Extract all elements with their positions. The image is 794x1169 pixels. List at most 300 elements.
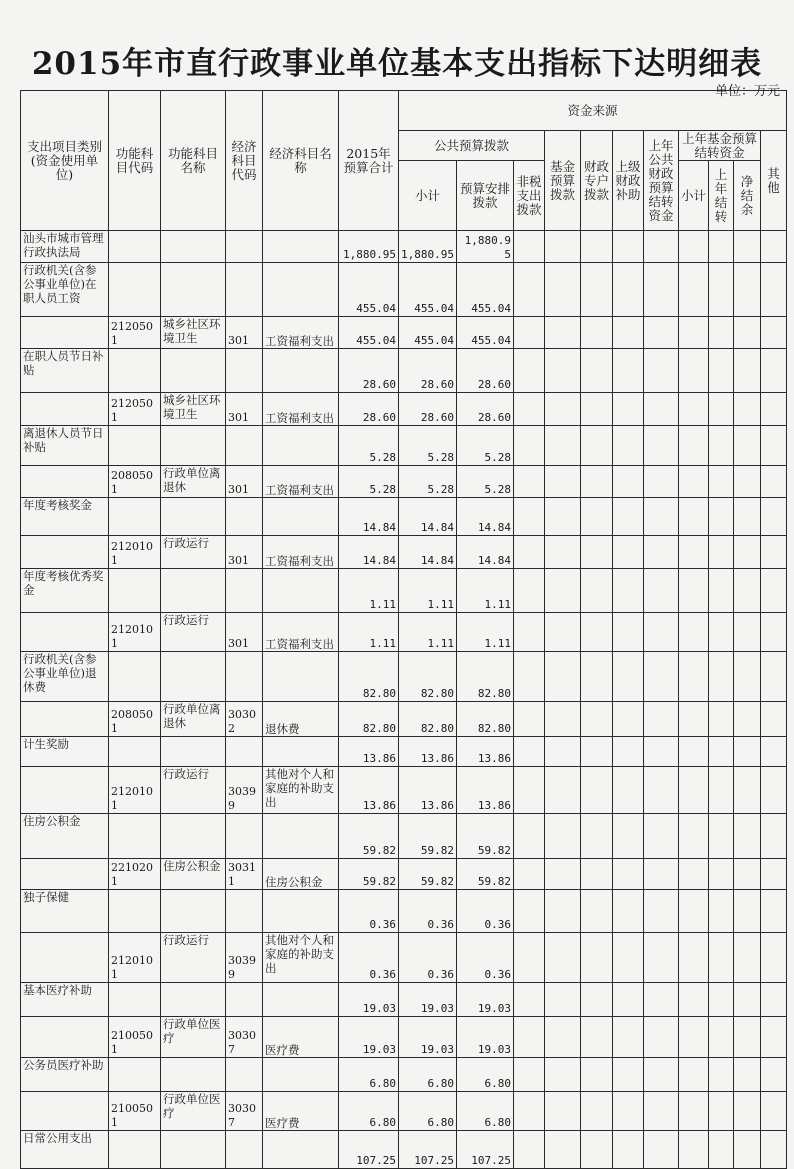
- row-empty-cell: [613, 702, 644, 737]
- row-empty-cell: [545, 702, 581, 737]
- row-empty-cell: [613, 536, 644, 569]
- row-empty-cell: [644, 231, 679, 263]
- row-budget-alloc: 19.03: [457, 1017, 514, 1058]
- row-empty-cell: [709, 767, 734, 814]
- row-empty-cell: [679, 737, 709, 767]
- row-empty-cell: [679, 702, 709, 737]
- row-empty-cell: [514, 536, 545, 569]
- table-row: [21, 426, 787, 466]
- row-empty-cell: [679, 983, 709, 1017]
- row-empty-cell: [709, 317, 734, 349]
- header-subtotal: 小计: [399, 161, 457, 231]
- row-empty-cell: [514, 1017, 545, 1058]
- row-empty-cell: [644, 1017, 679, 1058]
- row-empty-cell: [581, 349, 613, 393]
- row-empty-cell: [679, 1017, 709, 1058]
- row-func-name: [161, 890, 226, 933]
- row-func-code: [109, 498, 161, 536]
- row-category: [21, 393, 109, 426]
- row-empty-cell: [644, 393, 679, 426]
- row-empty-cell: [734, 814, 761, 859]
- row-empty-cell: [545, 349, 581, 393]
- row-budget-total: 1,880.95: [339, 231, 399, 263]
- row-budget-total: 455.04: [339, 263, 399, 317]
- row-budget-total: 1.11: [339, 569, 399, 613]
- row-empty-cell: [644, 317, 679, 349]
- table-row: [21, 737, 787, 767]
- row-econ-code: [226, 737, 263, 767]
- row-empty-cell: [709, 426, 734, 466]
- row-empty-cell: [709, 652, 734, 702]
- row-func-code: [109, 426, 161, 466]
- row-empty-cell: [581, 890, 613, 933]
- row-budget-alloc: 19.03: [457, 983, 514, 1017]
- row-econ-name: [263, 498, 339, 536]
- row-empty-cell: [545, 983, 581, 1017]
- row-empty-cell: [514, 890, 545, 933]
- row-econ-name: [263, 737, 339, 767]
- row-empty-cell: [679, 569, 709, 613]
- row-empty-cell: [514, 466, 545, 498]
- row-empty-cell: [644, 349, 679, 393]
- row-empty-cell: [613, 1131, 644, 1169]
- row-econ-name: [263, 263, 339, 317]
- row-subtotal: 455.04: [399, 317, 457, 349]
- row-empty-cell: [514, 702, 545, 737]
- row-budget-total: 13.86: [339, 737, 399, 767]
- row-budget-total: 19.03: [339, 1017, 399, 1058]
- row-empty-cell: [761, 393, 787, 426]
- row-subtotal: 1.11: [399, 613, 457, 652]
- row-func-code: [109, 814, 161, 859]
- row-empty-cell: [545, 466, 581, 498]
- row-func-code: 2120101: [109, 933, 161, 983]
- table-row: [21, 1058, 787, 1092]
- row-empty-cell: [761, 933, 787, 983]
- row-empty-cell: [679, 1131, 709, 1169]
- row-budget-total: 455.04: [339, 317, 399, 349]
- row-budget-alloc: 1,880.95: [457, 231, 514, 263]
- table-row: [21, 349, 787, 393]
- row-func-name: 行政单位离退休: [161, 466, 226, 498]
- row-budget-total: 28.60: [339, 393, 399, 426]
- row-subtotal: 82.80: [399, 702, 457, 737]
- row-empty-cell: [734, 1092, 761, 1131]
- row-empty-cell: [644, 426, 679, 466]
- row-budget-alloc: 28.60: [457, 393, 514, 426]
- row-empty-cell: [545, 737, 581, 767]
- row-budget-alloc: 82.80: [457, 652, 514, 702]
- row-econ-name: 其他对个人和家庭的补助支出: [263, 767, 339, 814]
- row-budget-alloc: 59.82: [457, 814, 514, 859]
- row-empty-cell: [545, 569, 581, 613]
- row-econ-name: 医疗费: [263, 1092, 339, 1131]
- row-econ-code: 301: [226, 466, 263, 498]
- row-category: 基本医疗补助: [21, 983, 109, 1017]
- row-empty-cell: [581, 231, 613, 263]
- row-subtotal: 13.86: [399, 737, 457, 767]
- header-func-code: 功能科目代码: [109, 91, 161, 231]
- row-category: [21, 702, 109, 737]
- row-func-code: 2120501: [109, 317, 161, 349]
- row-subtotal: 6.80: [399, 1092, 457, 1131]
- row-empty-cell: [734, 859, 761, 890]
- row-empty-cell: [734, 231, 761, 263]
- row-empty-cell: [545, 859, 581, 890]
- row-empty-cell: [545, 1092, 581, 1131]
- row-empty-cell: [761, 263, 787, 317]
- row-empty-cell: [644, 652, 679, 702]
- row-econ-name: [263, 569, 339, 613]
- row-empty-cell: [761, 498, 787, 536]
- row-func-name: 行政运行: [161, 536, 226, 569]
- row-empty-cell: [709, 466, 734, 498]
- table-row: [21, 1017, 787, 1058]
- row-empty-cell: [644, 1058, 679, 1092]
- row-empty-cell: [581, 426, 613, 466]
- header-special: 财政专户拨款: [581, 131, 613, 231]
- table-row: [21, 767, 787, 814]
- row-empty-cell: [734, 737, 761, 767]
- row-subtotal: 0.36: [399, 933, 457, 983]
- row-func-code: 2100501: [109, 1017, 161, 1058]
- row-empty-cell: [679, 652, 709, 702]
- row-empty-cell: [545, 767, 581, 814]
- row-empty-cell: [761, 349, 787, 393]
- row-empty-cell: [761, 983, 787, 1017]
- row-empty-cell: [613, 859, 644, 890]
- row-empty-cell: [734, 393, 761, 426]
- row-empty-cell: [709, 1058, 734, 1092]
- row-empty-cell: [679, 1092, 709, 1131]
- header-econ-name: 经济科目名称: [263, 91, 339, 231]
- row-subtotal: 5.28: [399, 466, 457, 498]
- row-empty-cell: [545, 393, 581, 426]
- row-func-code: 2210201: [109, 859, 161, 890]
- row-budget-alloc: 0.36: [457, 933, 514, 983]
- row-subtotal: 0.36: [399, 890, 457, 933]
- row-empty-cell: [761, 859, 787, 890]
- row-budget-total: 28.60: [339, 349, 399, 393]
- row-func-code: [109, 983, 161, 1017]
- table-row: [21, 814, 787, 859]
- row-empty-cell: [613, 613, 644, 652]
- row-empty-cell: [734, 536, 761, 569]
- row-empty-cell: [709, 231, 734, 263]
- row-empty-cell: [613, 317, 644, 349]
- row-econ-code: [226, 1058, 263, 1092]
- row-econ-code: [226, 890, 263, 933]
- row-empty-cell: [545, 231, 581, 263]
- row-budget-total: 14.84: [339, 536, 399, 569]
- row-subtotal: 59.82: [399, 814, 457, 859]
- row-empty-cell: [514, 767, 545, 814]
- row-budget-alloc: 5.28: [457, 426, 514, 466]
- row-budget-total: 82.80: [339, 702, 399, 737]
- row-econ-name: [263, 349, 339, 393]
- row-empty-cell: [581, 569, 613, 613]
- row-category: 年度考核优秀奖金: [21, 569, 109, 613]
- row-empty-cell: [545, 1131, 581, 1169]
- row-empty-cell: [581, 498, 613, 536]
- row-empty-cell: [709, 814, 734, 859]
- row-empty-cell: [679, 1058, 709, 1092]
- row-econ-code: [226, 426, 263, 466]
- header-cf-subtotal: 小计: [679, 161, 709, 231]
- row-econ-code: 301: [226, 393, 263, 426]
- row-category: [21, 1017, 109, 1058]
- row-empty-cell: [679, 890, 709, 933]
- row-empty-cell: [679, 426, 709, 466]
- row-empty-cell: [581, 317, 613, 349]
- row-budget-alloc: 82.80: [457, 702, 514, 737]
- unit-label: 单位：万元: [714, 84, 780, 99]
- row-func-code: [109, 231, 161, 263]
- row-empty-cell: [545, 814, 581, 859]
- row-econ-code: [226, 498, 263, 536]
- row-empty-cell: [644, 498, 679, 536]
- row-func-code: 2100501: [109, 1092, 161, 1131]
- row-category: [21, 466, 109, 498]
- row-empty-cell: [514, 263, 545, 317]
- header-func-name: 功能科目名称: [161, 91, 226, 231]
- row-budget-alloc: 455.04: [457, 263, 514, 317]
- table-row: [21, 1131, 787, 1169]
- row-empty-cell: [613, 426, 644, 466]
- row-category: 离退休人员节日补贴: [21, 426, 109, 466]
- row-budget-alloc: 5.28: [457, 466, 514, 498]
- row-empty-cell: [514, 498, 545, 536]
- row-budget-alloc: 14.84: [457, 498, 514, 536]
- row-func-name: [161, 569, 226, 613]
- row-empty-cell: [613, 393, 644, 426]
- row-empty-cell: [644, 933, 679, 983]
- table-row: [21, 859, 787, 890]
- row-func-name: 行政运行: [161, 933, 226, 983]
- row-subtotal: 6.80: [399, 1058, 457, 1092]
- row-empty-cell: [761, 1092, 787, 1131]
- row-empty-cell: [679, 814, 709, 859]
- table-row: [21, 702, 787, 737]
- row-empty-cell: [581, 652, 613, 702]
- row-econ-name: 工资福利支出: [263, 317, 339, 349]
- row-func-code: 2120101: [109, 536, 161, 569]
- header-econ-code: 经济科目代码: [226, 91, 263, 231]
- row-econ-name: 其他对个人和家庭的补助支出: [263, 933, 339, 983]
- row-empty-cell: [734, 983, 761, 1017]
- header-carryover-public: 上年公共财政预算结转资金: [644, 131, 679, 231]
- row-subtotal: 455.04: [399, 263, 457, 317]
- row-empty-cell: [709, 613, 734, 652]
- row-empty-cell: [709, 1131, 734, 1169]
- header-carryover-fund: 上年基金预算结转资金: [679, 131, 761, 161]
- row-category: 行政机关(含参公事业单位)退休费: [21, 652, 109, 702]
- row-subtotal: 107.25: [399, 1131, 457, 1169]
- row-econ-name: [263, 890, 339, 933]
- row-empty-cell: [514, 933, 545, 983]
- row-empty-cell: [709, 498, 734, 536]
- row-subtotal: 19.03: [399, 1017, 457, 1058]
- row-empty-cell: [761, 569, 787, 613]
- row-subtotal: 19.03: [399, 983, 457, 1017]
- row-empty-cell: [734, 317, 761, 349]
- header-category: 支出项目类别(资金使用单位): [21, 91, 109, 231]
- row-func-code: [109, 569, 161, 613]
- row-econ-code: 30302: [226, 702, 263, 737]
- row-func-name: [161, 263, 226, 317]
- row-empty-cell: [545, 933, 581, 983]
- row-empty-cell: [514, 1058, 545, 1092]
- row-econ-code: [226, 263, 263, 317]
- row-empty-cell: [514, 983, 545, 1017]
- row-empty-cell: [709, 983, 734, 1017]
- row-empty-cell: [761, 1058, 787, 1092]
- row-empty-cell: [581, 1017, 613, 1058]
- row-econ-code: 301: [226, 317, 263, 349]
- row-econ-code: 30307: [226, 1017, 263, 1058]
- row-subtotal: 1,880.95: [399, 231, 457, 263]
- row-empty-cell: [545, 263, 581, 317]
- row-empty-cell: [734, 933, 761, 983]
- row-budget-total: 107.25: [339, 1131, 399, 1169]
- row-empty-cell: [644, 1092, 679, 1131]
- row-empty-cell: [613, 933, 644, 983]
- row-empty-cell: [581, 536, 613, 569]
- row-econ-code: [226, 349, 263, 393]
- table-row: [21, 933, 787, 983]
- row-empty-cell: [613, 1058, 644, 1092]
- row-budget-alloc: 13.86: [457, 737, 514, 767]
- row-func-name: [161, 737, 226, 767]
- row-func-code: [109, 1131, 161, 1169]
- row-econ-name: [263, 814, 339, 859]
- row-category: [21, 859, 109, 890]
- row-empty-cell: [734, 613, 761, 652]
- row-func-name: [161, 983, 226, 1017]
- row-empty-cell: [545, 652, 581, 702]
- row-empty-cell: [514, 349, 545, 393]
- row-budget-alloc: 6.80: [457, 1058, 514, 1092]
- row-func-name: 行政单位医疗: [161, 1092, 226, 1131]
- row-empty-cell: [581, 737, 613, 767]
- row-budget-total: 59.82: [339, 814, 399, 859]
- row-econ-name: 退休费: [263, 702, 339, 737]
- row-empty-cell: [644, 536, 679, 569]
- budget-table: [20, 90, 787, 1169]
- row-empty-cell: [514, 569, 545, 613]
- row-empty-cell: [644, 890, 679, 933]
- row-budget-total: 1.11: [339, 613, 399, 652]
- row-econ-code: 30399: [226, 933, 263, 983]
- row-empty-cell: [679, 613, 709, 652]
- row-empty-cell: [514, 613, 545, 652]
- row-empty-cell: [709, 349, 734, 393]
- row-budget-alloc: 1.11: [457, 569, 514, 613]
- row-empty-cell: [613, 1017, 644, 1058]
- row-empty-cell: [545, 890, 581, 933]
- row-econ-code: 30311: [226, 859, 263, 890]
- row-func-name: [161, 498, 226, 536]
- row-empty-cell: [514, 1131, 545, 1169]
- row-econ-name: [263, 426, 339, 466]
- row-subtotal: 1.11: [399, 569, 457, 613]
- row-func-code: [109, 737, 161, 767]
- row-econ-code: [226, 231, 263, 263]
- row-empty-cell: [761, 317, 787, 349]
- row-empty-cell: [613, 569, 644, 613]
- row-econ-code: 301: [226, 536, 263, 569]
- row-econ-name: [263, 983, 339, 1017]
- row-empty-cell: [613, 890, 644, 933]
- row-func-name: 城乡社区环境卫生: [161, 317, 226, 349]
- row-category: 住房公积金: [21, 814, 109, 859]
- row-subtotal: 59.82: [399, 859, 457, 890]
- row-category: 年度考核奖金: [21, 498, 109, 536]
- row-empty-cell: [734, 263, 761, 317]
- row-func-name: 行政运行: [161, 613, 226, 652]
- row-empty-cell: [734, 498, 761, 536]
- row-empty-cell: [709, 263, 734, 317]
- row-empty-cell: [514, 652, 545, 702]
- row-category: 行政机关(含参公事业单位)在职人员工资: [21, 263, 109, 317]
- table-row: [21, 466, 787, 498]
- row-empty-cell: [581, 1058, 613, 1092]
- table-row: [21, 569, 787, 613]
- row-empty-cell: [709, 933, 734, 983]
- row-budget-total: 82.80: [339, 652, 399, 702]
- row-empty-cell: [734, 702, 761, 737]
- row-econ-code: 30307: [226, 1092, 263, 1131]
- row-empty-cell: [679, 317, 709, 349]
- row-empty-cell: [709, 859, 734, 890]
- row-func-code: [109, 1058, 161, 1092]
- row-budget-alloc: 0.36: [457, 890, 514, 933]
- header-other: 其他: [761, 131, 787, 231]
- row-empty-cell: [761, 652, 787, 702]
- header-public-budget: 公共预算拨款: [399, 131, 545, 161]
- row-budget-alloc: 59.82: [457, 859, 514, 890]
- row-empty-cell: [644, 569, 679, 613]
- row-econ-code: [226, 569, 263, 613]
- row-empty-cell: [581, 393, 613, 426]
- row-empty-cell: [545, 613, 581, 652]
- row-budget-alloc: 455.04: [457, 317, 514, 349]
- row-budget-alloc: 28.60: [457, 349, 514, 393]
- row-category: [21, 933, 109, 983]
- header-budget-alloc: 预算安排拨款: [457, 161, 514, 231]
- row-empty-cell: [734, 652, 761, 702]
- row-econ-code: [226, 1131, 263, 1169]
- row-empty-cell: [514, 393, 545, 426]
- row-subtotal: 82.80: [399, 652, 457, 702]
- row-category: [21, 613, 109, 652]
- row-budget-alloc: 1.11: [457, 613, 514, 652]
- row-empty-cell: [514, 426, 545, 466]
- row-empty-cell: [709, 536, 734, 569]
- table-row: [21, 263, 787, 317]
- row-empty-cell: [644, 1131, 679, 1169]
- row-econ-name: [263, 231, 339, 263]
- row-category: 在职人员节日补贴: [21, 349, 109, 393]
- row-subtotal: 14.84: [399, 498, 457, 536]
- row-empty-cell: [514, 231, 545, 263]
- row-empty-cell: [581, 1092, 613, 1131]
- row-func-code: 2120101: [109, 767, 161, 814]
- row-budget-total: 19.03: [339, 983, 399, 1017]
- row-category: 日常公用支出: [21, 1131, 109, 1169]
- row-empty-cell: [734, 426, 761, 466]
- row-empty-cell: [581, 263, 613, 317]
